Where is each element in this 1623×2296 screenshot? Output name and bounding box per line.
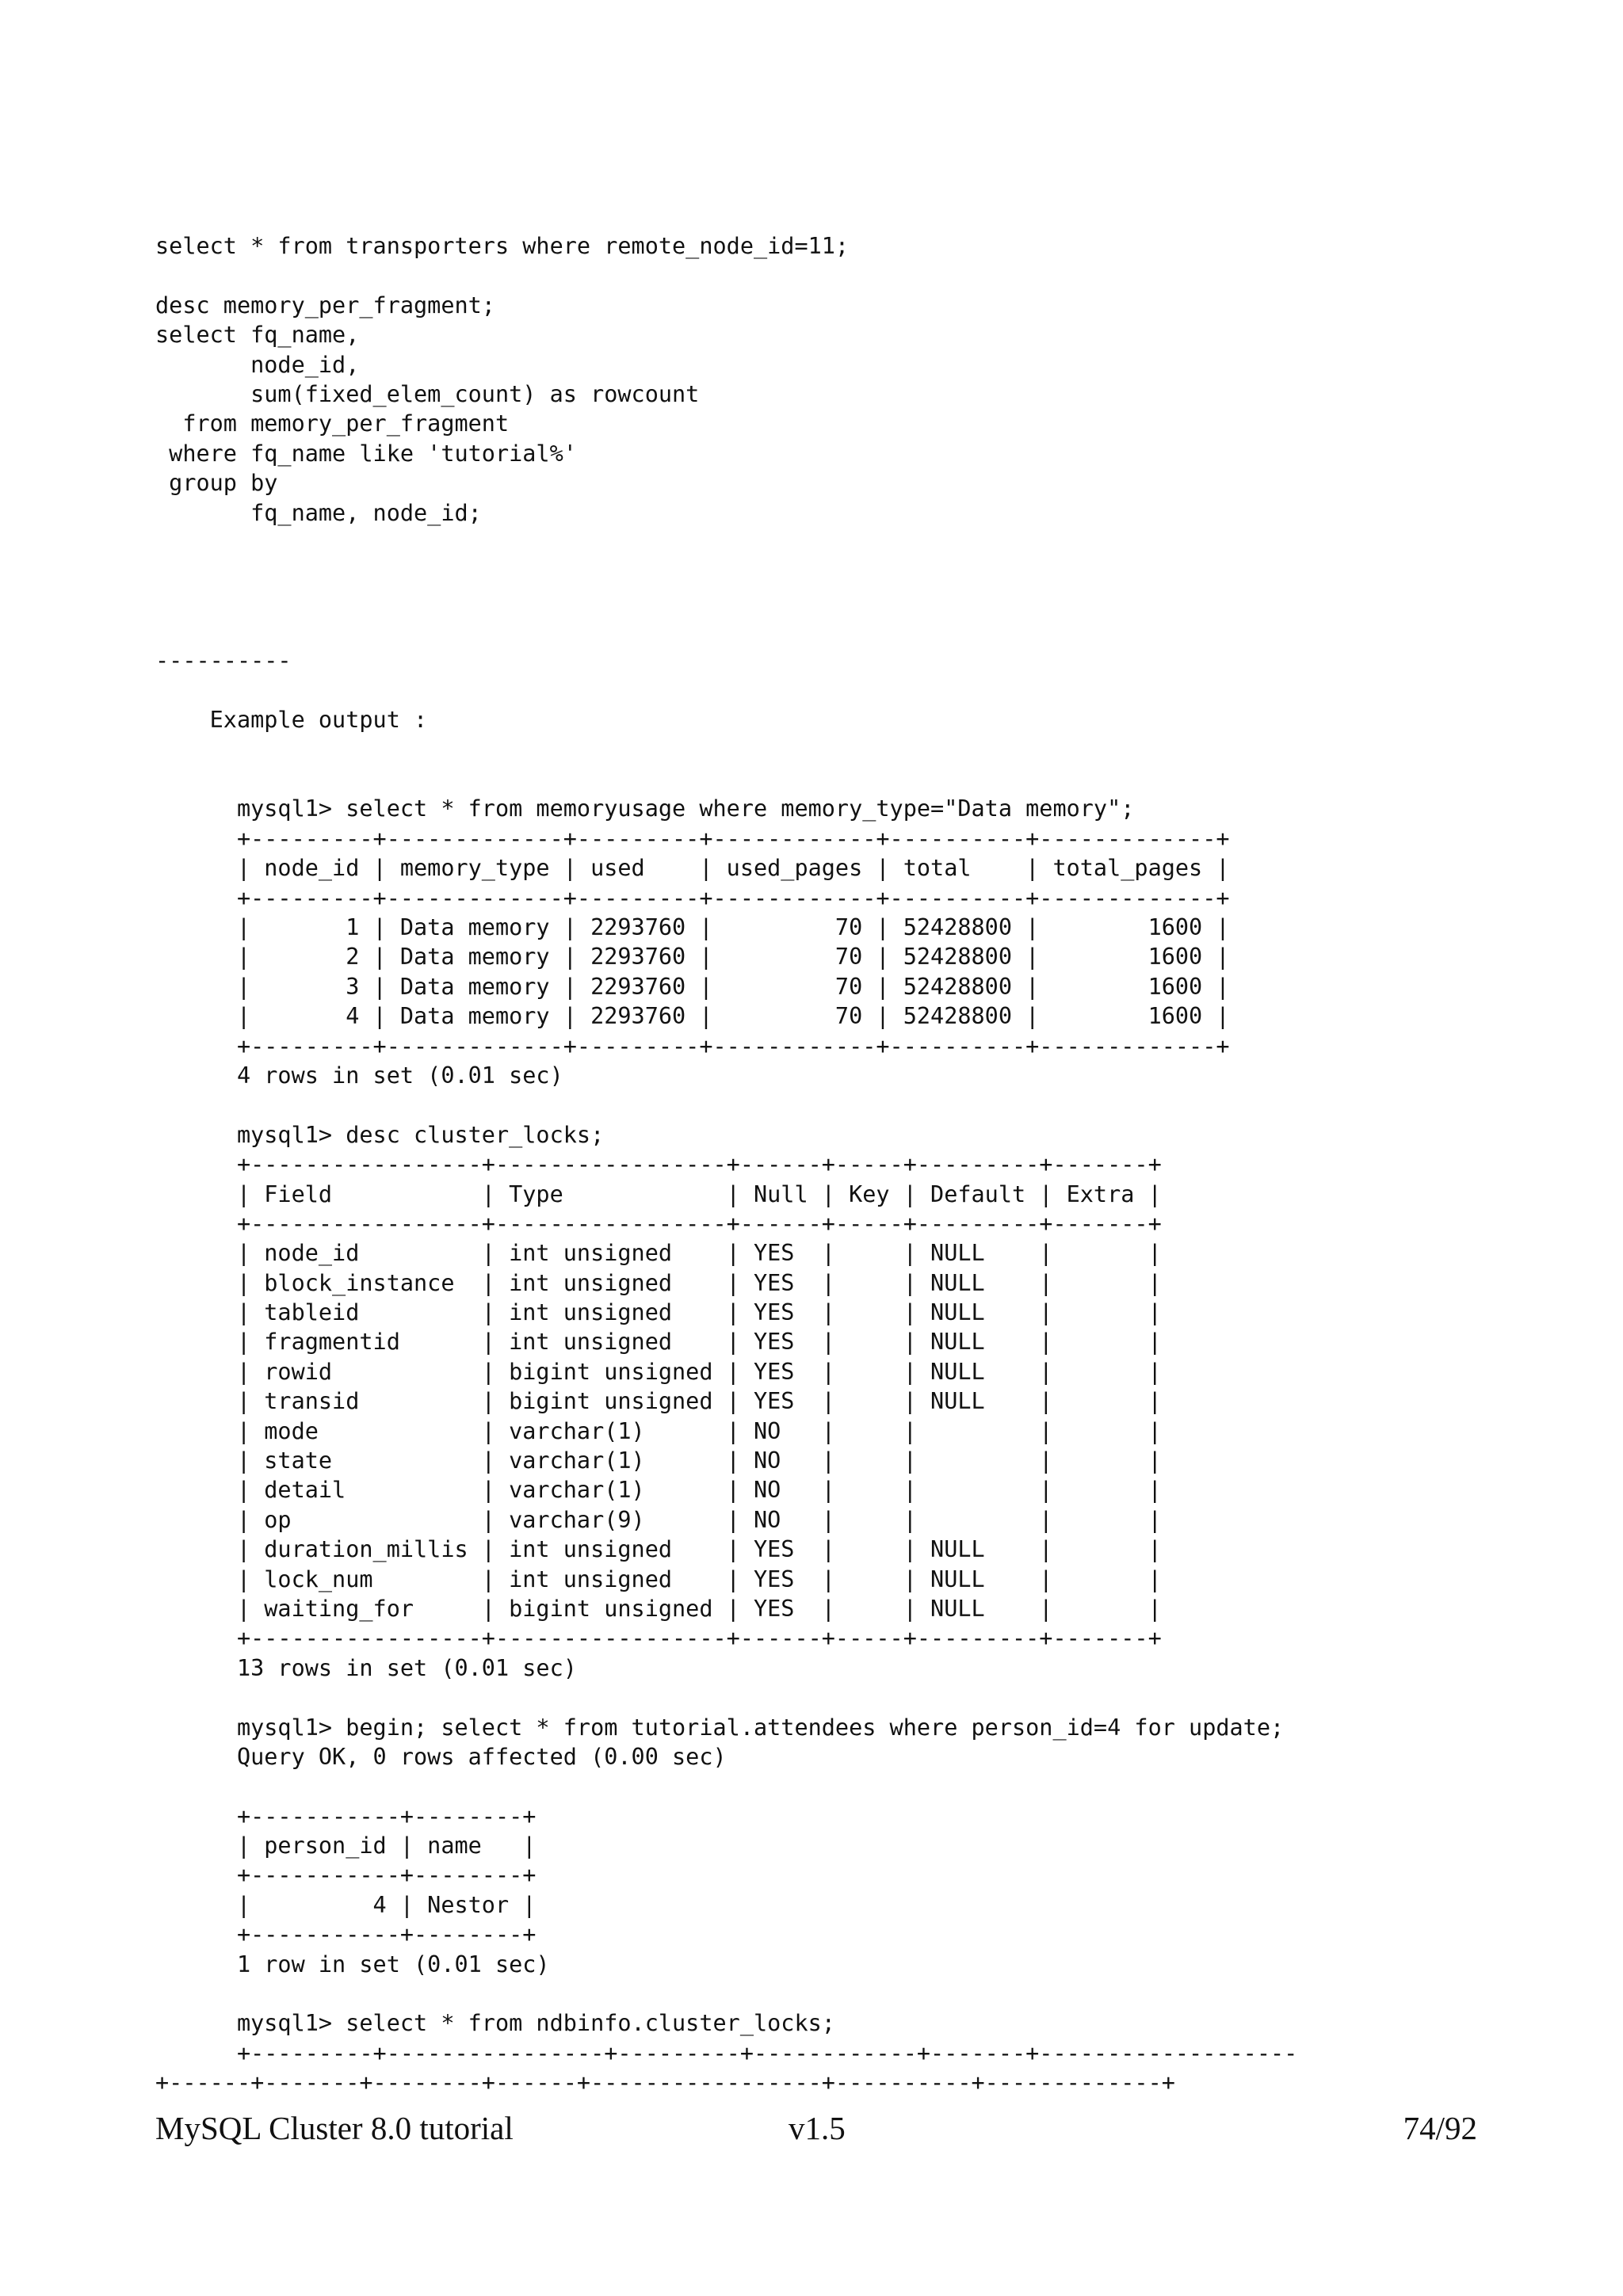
code-line: mysql1> select * from ndbinfo.cluster_locks; bbox=[155, 2010, 835, 2037]
footer-version: v1.5 bbox=[789, 2110, 846, 2146]
code-line bbox=[155, 587, 1297, 616]
code-line bbox=[155, 528, 1297, 557]
code-line: where fq_name like 'tutorial%' bbox=[155, 440, 577, 467]
code-line: | person_id | name | bbox=[155, 1833, 537, 1859]
code-line: 1 row in set (0.01 sec) bbox=[155, 1951, 550, 1978]
code-line: +-----------+--------+ bbox=[155, 1862, 537, 1889]
code-line: +-----------+--------+ bbox=[155, 1921, 537, 1948]
code-line: +---------+-------------+---------+------------+----------+-------------+ bbox=[155, 1032, 1230, 1059]
code-line bbox=[155, 676, 1297, 705]
code-line: 4 rows in set (0.01 sec) bbox=[155, 1062, 563, 1089]
code-line: | tableid | int unsigned | YES | | NULL | | bbox=[155, 1299, 1162, 1326]
code-line: node_id, bbox=[155, 351, 360, 378]
code-line: desc memory_per_fragment; bbox=[155, 292, 495, 318]
code-line bbox=[155, 735, 1297, 765]
code-line: | rowid | bigint unsigned | YES | | NULL | | bbox=[155, 1358, 1162, 1385]
code-line: ---------- bbox=[155, 647, 292, 674]
code-line: mysql1> desc cluster_locks; bbox=[155, 1121, 605, 1148]
code-line: +---------+-------------+---------+------------+----------+-------------+ bbox=[155, 825, 1230, 852]
code-line: from memory_per_fragment bbox=[155, 410, 510, 437]
code-line: | block_instance | int unsigned | YES | | NULL | | bbox=[155, 1269, 1162, 1296]
code-line: 13 rows in set (0.01 sec) bbox=[155, 1654, 577, 1681]
code-line: | 3 | Data memory | 2293760 | 70 | 52428800 | 1600 | bbox=[155, 973, 1230, 1000]
code-line bbox=[155, 616, 1297, 646]
code-line: select fq_name, bbox=[155, 322, 360, 349]
code-line: sum(fixed_elem_count) as rowcount bbox=[155, 380, 700, 407]
code-line: mysql1> begin; select * from tutorial.attendees where person_id=4 for update; bbox=[155, 1714, 1285, 1741]
code-line: | node_id | memory_type | used | used_pages | total | total_pages | bbox=[155, 855, 1230, 882]
code-line: group by bbox=[155, 470, 278, 497]
code-line: +-----------------+-----------------+------+-----+---------+-------+ bbox=[155, 1151, 1162, 1178]
code-line: fq_name, node_id; bbox=[155, 499, 482, 526]
code-line: | 4 | Data memory | 2293760 | 70 | 52428800 | 1600 | bbox=[155, 1003, 1230, 1030]
code-line: | 1 | Data memory | 2293760 | 70 | 52428800 | 1600 | bbox=[155, 913, 1230, 940]
code-line bbox=[155, 261, 1297, 290]
code-line bbox=[155, 1683, 1297, 1712]
code-line: | node_id | int unsigned | YES | | NULL | | bbox=[155, 1240, 1162, 1267]
code-line: | duration_millis | int unsigned | YES | | NULL | | bbox=[155, 1536, 1162, 1563]
code-line: +-----------+--------+ bbox=[155, 1802, 537, 1829]
code-line: | mode | varchar(1) | NO | | | | bbox=[155, 1417, 1162, 1444]
code-line: select * from transporters where remote_node_id=11; bbox=[155, 233, 850, 259]
code-line: | state | varchar(1) | NO | | | | bbox=[155, 1447, 1162, 1474]
footer-title: MySQL Cluster 8.0 tutorial bbox=[155, 2110, 514, 2146]
code-block bbox=[155, 231, 1297, 2098]
code-line: +---------+-------------+---------+------------+----------+-------------+ bbox=[155, 884, 1230, 911]
code-line: | waiting_for | bigint unsigned | YES | | NULL | | bbox=[155, 1595, 1162, 1622]
code-line: | lock_num | int unsigned | YES | | NULL | | bbox=[155, 1566, 1162, 1592]
code-line: | 4 | Nestor | bbox=[155, 1891, 537, 1918]
code-line: mysql1> select * from memoryusage where memory_type="Data memory"; bbox=[155, 795, 1135, 822]
code-line: +------+-------+--------+------+-----------------+----------+-------------+ bbox=[155, 2069, 1175, 2096]
code-line: | fragmentid | int unsigned | YES | | NULL | | bbox=[155, 1329, 1162, 1356]
code-line bbox=[155, 557, 1297, 586]
code-line: +---------+----------------+---------+------------+-------+------------------- bbox=[155, 2039, 1298, 2066]
code-line: Example output : bbox=[155, 707, 428, 734]
code-line: | detail | varchar(1) | NO | | | | bbox=[155, 1477, 1162, 1504]
code-line bbox=[155, 1772, 1297, 1801]
code-line: +-----------------+-----------------+------+-----+---------+-------+ bbox=[155, 1210, 1162, 1237]
code-line bbox=[155, 1979, 1297, 2008]
code-line bbox=[155, 1090, 1297, 1119]
code-line: | 2 | Data memory | 2293760 | 70 | 52428800 | 1600 | bbox=[155, 944, 1230, 971]
footer-page-number: 74/92 bbox=[1403, 2110, 1477, 2146]
code-line bbox=[155, 765, 1297, 794]
code-line: | op | varchar(9) | NO | | | | bbox=[155, 1506, 1162, 1533]
code-line: | transid | bigint unsigned | YES | | NULL | | bbox=[155, 1388, 1162, 1415]
code-line: +-----------------+-----------------+------+-----+---------+-------+ bbox=[155, 1625, 1162, 1652]
code-line: | Field | Type | Null | Key | Default | Extra | bbox=[155, 1180, 1162, 1207]
code-line: Query OK, 0 rows affected (0.00 sec) bbox=[155, 1743, 727, 1770]
